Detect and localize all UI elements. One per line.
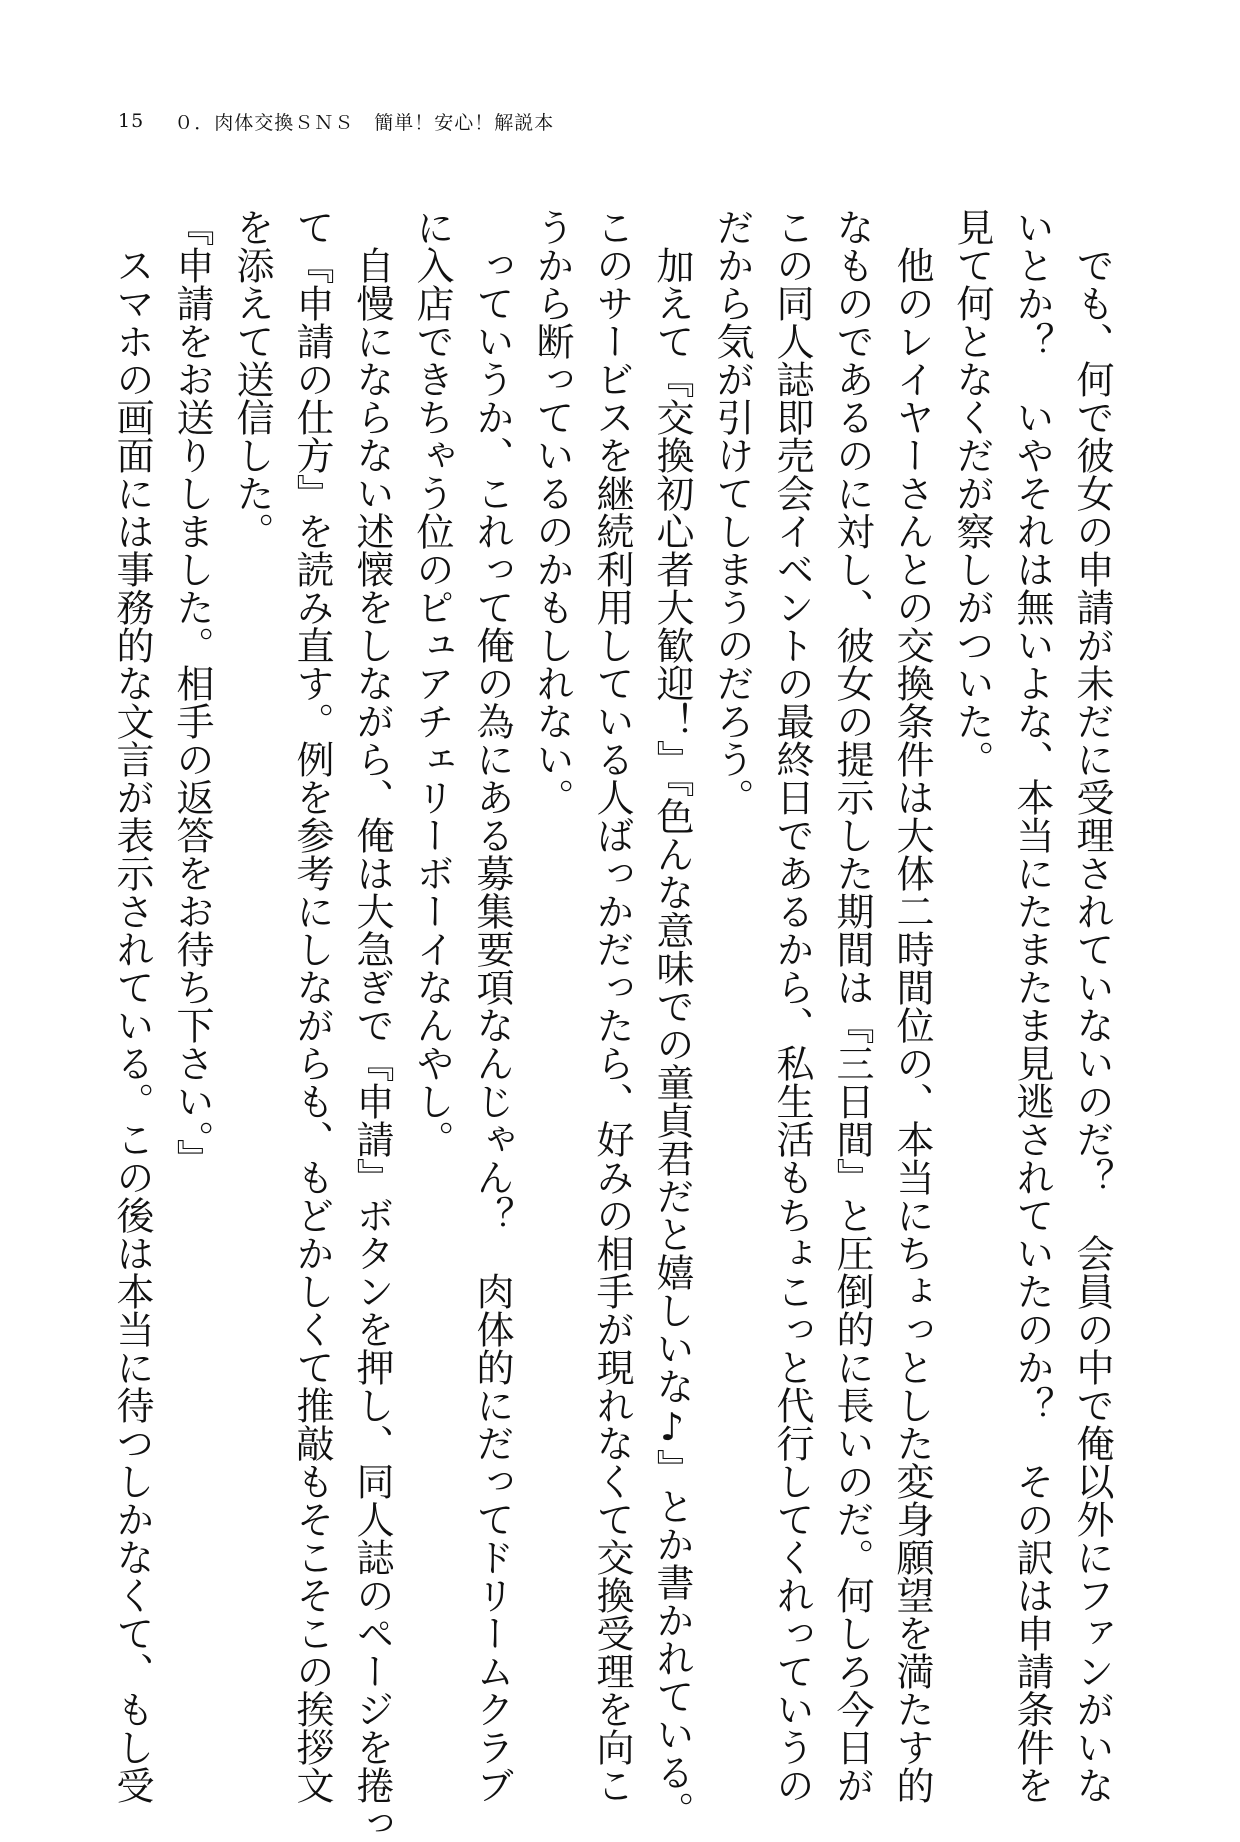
text-line: っていうか、これって俺の為にある募集要項なんじゃん？ 肉体的にだってドリームクラブ bbox=[470, 208, 514, 1804]
text-line: 加えて『交換初心者大歓迎！』『色んな意味での童貞君だと嬉しいな♪』とか書かれている。 bbox=[650, 208, 694, 1829]
text-line: うから断っているのかもしれない。 bbox=[530, 208, 574, 816]
text-line: この同人誌即売会イベントの最終日であるから、私生活もちょこっと代行してくれっていうの bbox=[770, 208, 814, 1804]
text-line: 他のレイヤーさんとの交換条件は大体二時間位の、本当にちょっとした変身願望を満たす的 bbox=[890, 208, 934, 1804]
text-line: いとか？ いやそれは無いよな、本当にたまたま見逃されていたのか？ その訳は申請条件を bbox=[1010, 208, 1054, 1804]
running-header bbox=[118, 108, 554, 134]
text-line: 自慢にならない述懐をしながら、俺は大急ぎで『申請』ボタンを押し、同人誌のページを捲っ bbox=[350, 208, 394, 1842]
text-line: 見て何となくだが察しがついた。 bbox=[950, 208, 994, 778]
text-line: なものであるのに対し、彼女の提示した期間は『三日間』と圧倒的に長いのだ。何しろ今日が bbox=[830, 208, 874, 1804]
body-text bbox=[110, 208, 1122, 1842]
running-title: ０．肉体交換ＳＮＳ 簡単！安心！解説本 bbox=[174, 111, 555, 134]
text-line: でも、何で彼女の申請が未だに受理されていないのだ？ 会員の中で俺以外にファンがいな bbox=[1070, 208, 1114, 1804]
text-line: スマホの画面には事務的な文言が表示されている。この後は本当に待つしかなくて、もし受 bbox=[110, 208, 154, 1804]
text-line: に入店できちゃう位のピュアチェリーボーイなんやし。 bbox=[410, 208, 454, 1158]
text-line: このサービスを継続利用している人ばっかだったら、好みの相手が現れなくて交換受理を向こ bbox=[590, 208, 634, 1804]
text-line: 『申請をお送りしました。相手の返答をお待ち下さい。』 bbox=[170, 208, 214, 1177]
text-line: だから気が引けてしまうのだろう。 bbox=[710, 208, 754, 816]
text-line: て『申請の仕方』を読み直す。例を参考にしながらも、もどかしくて推敲もそこそこの挨拶文 bbox=[290, 208, 334, 1804]
text-line: を添えて送信した。 bbox=[230, 208, 274, 550]
page-number: 15 bbox=[118, 110, 145, 132]
